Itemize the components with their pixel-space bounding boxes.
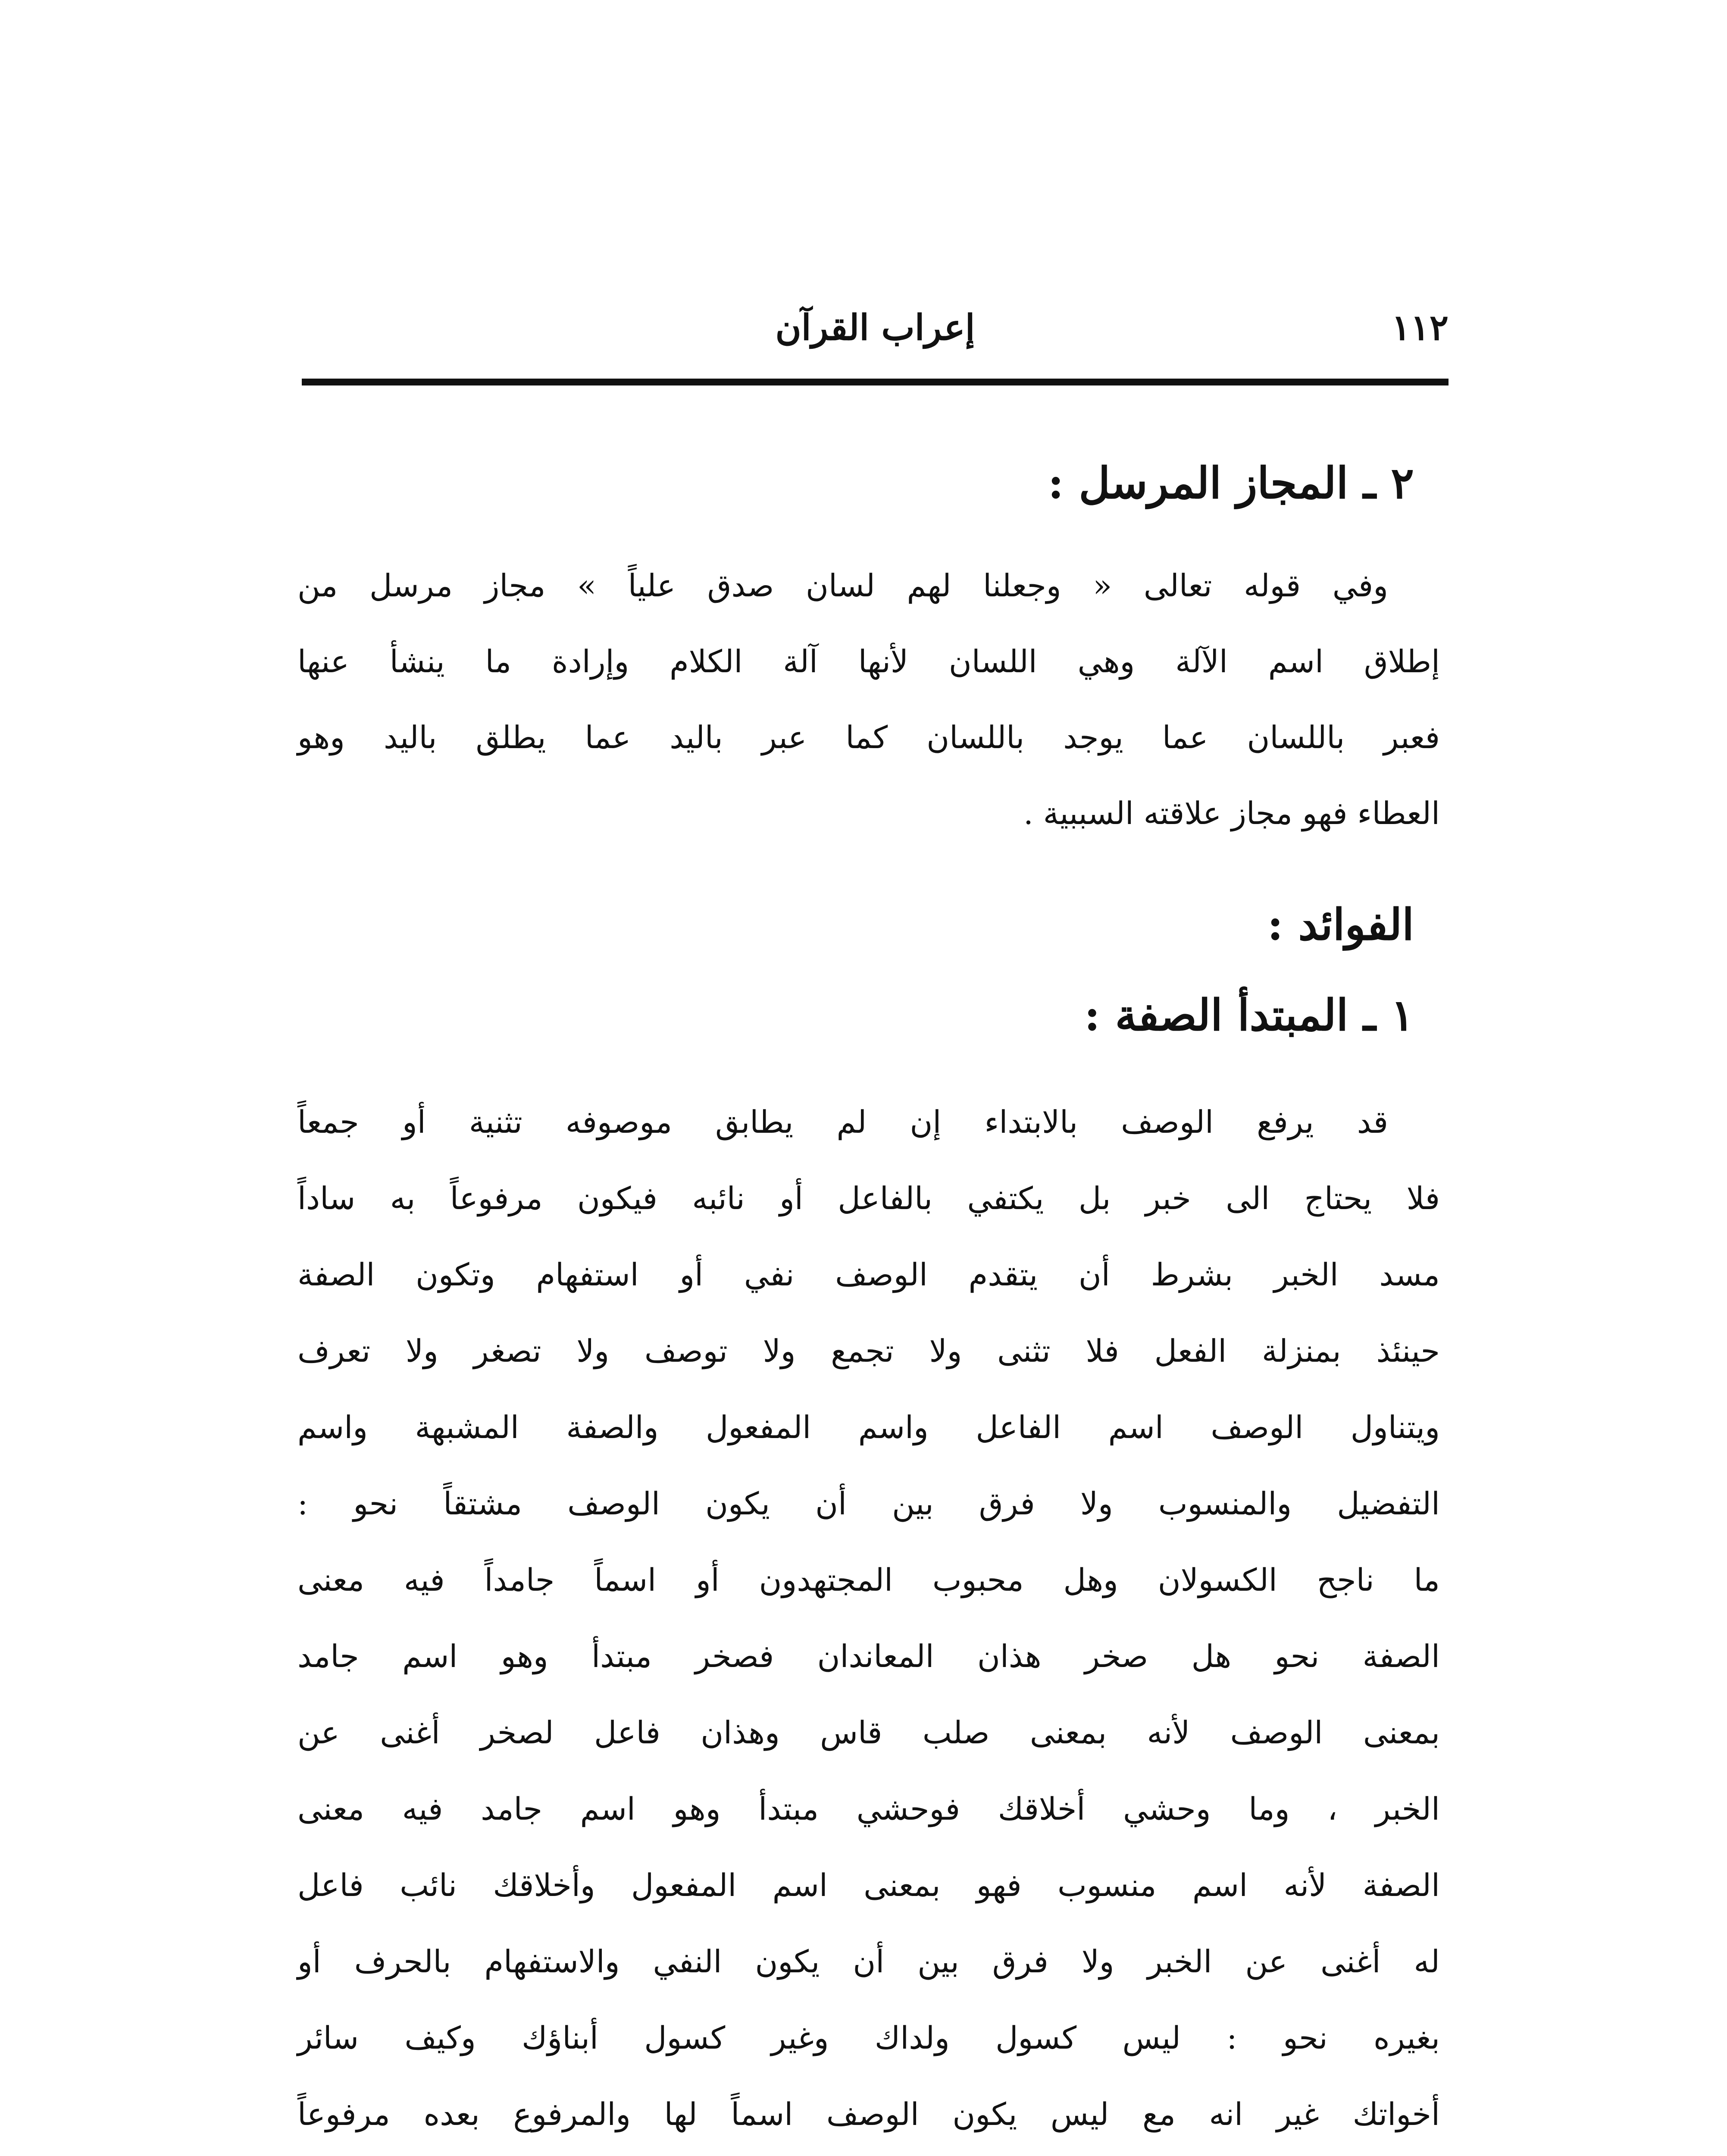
text-line: مسد الخبر بشرط أن يتقدم الوصف نفي أو استفهام وتكون الصفة [297, 1257, 1440, 1293]
text-line: العطاء فهو مجاز علاقته السببية . [1023, 795, 1440, 831]
text-line: إطلاق اسم الآلة وهي اللسان لأنها آلة الكلام وإرادة ما ينشأ عنها [297, 643, 1440, 680]
text-line: وفي قوله تعالى « وجعلنا لهم لسان صدق علياً » مجاز مرسل من [297, 567, 1388, 604]
text-line: الصفة لأنه اسم منسوب فهو بمعنى اسم المفعول وأخلاقك نائب فاعل [297, 1867, 1440, 1903]
text-line: له أغنى عن الخبر ولا فرق بين أن يكون النفي والاستفهام بالحرف أو [297, 1943, 1440, 1980]
page-header [302, 298, 1449, 358]
text-line: بمعنى الوصف لأنه بمعنى صلب قاس وهذان فاعل لصخر أغنى عن [297, 1714, 1440, 1751]
paragraph-mubtada [297, 1084, 1440, 2153]
header-rule [302, 379, 1449, 385]
text-line: التفضيل والمنسوب ولا فرق بين أن يكون الوصف مشتقاً نحو : [297, 1485, 1440, 1522]
text-line: بغيره نحو : ليس كسول ولداك وغير كسول أبناؤك وكيف سائر [297, 2020, 1440, 2056]
text-line: ما ناجح الكسولان وهل محبوب المجتهدون أو اسماً جامداً فيه معنى [297, 1562, 1440, 1598]
paragraph-majaz [297, 548, 1440, 851]
heading-fawaid: الفوائد : [1267, 899, 1414, 950]
running-title: إعراب القرآن [775, 307, 975, 348]
text-line: فعبر باللسان عما يوجد باللسان كما عبر باليد عما يطلق باليد وهو [297, 719, 1440, 755]
text-line: حينئذ بمنزلة الفعل فلا تثنى ولا تجمع ولا توصف ولا تصغر ولا تعرف [297, 1333, 1440, 1369]
page-body [297, 410, 1440, 2153]
text-line: قد يرفع الوصف بالابتداء إن لم يطابق موصوفه تثنية أو جمعاً [297, 1104, 1388, 1140]
page-number: ١١٢ [1391, 307, 1449, 348]
heading-mubtada-sifa: ١ ـ المبتدأ الصفة : [1084, 990, 1414, 1040]
text-line: الخبر ، وما وحشي أخلاقك فوحشي مبتدأ وهو اسم جامد فيه معنى [297, 1791, 1440, 1827]
heading-majaz-mursal: ٢ ـ المجاز المرسل : [1048, 458, 1414, 508]
text-line: أخواتك غير انه مع ليس يكون الوصف اسماً لها والمرفوع بعده مرفوعاً [297, 2096, 1440, 2132]
text-line: ويتناول الوصف اسم الفاعل واسم المفعول والصفة المشبهة واسم [297, 1409, 1440, 1445]
text-line: الصفة نحو هل صخر هذان المعاندان فصخر مبتدأ وهو اسم جامد [297, 1638, 1440, 1674]
text-line: فلا يحتاج الى خبر بل يكتفي بالفاعل أو نائبه فيكون مرفوعاً به ساداً [297, 1180, 1440, 1216]
